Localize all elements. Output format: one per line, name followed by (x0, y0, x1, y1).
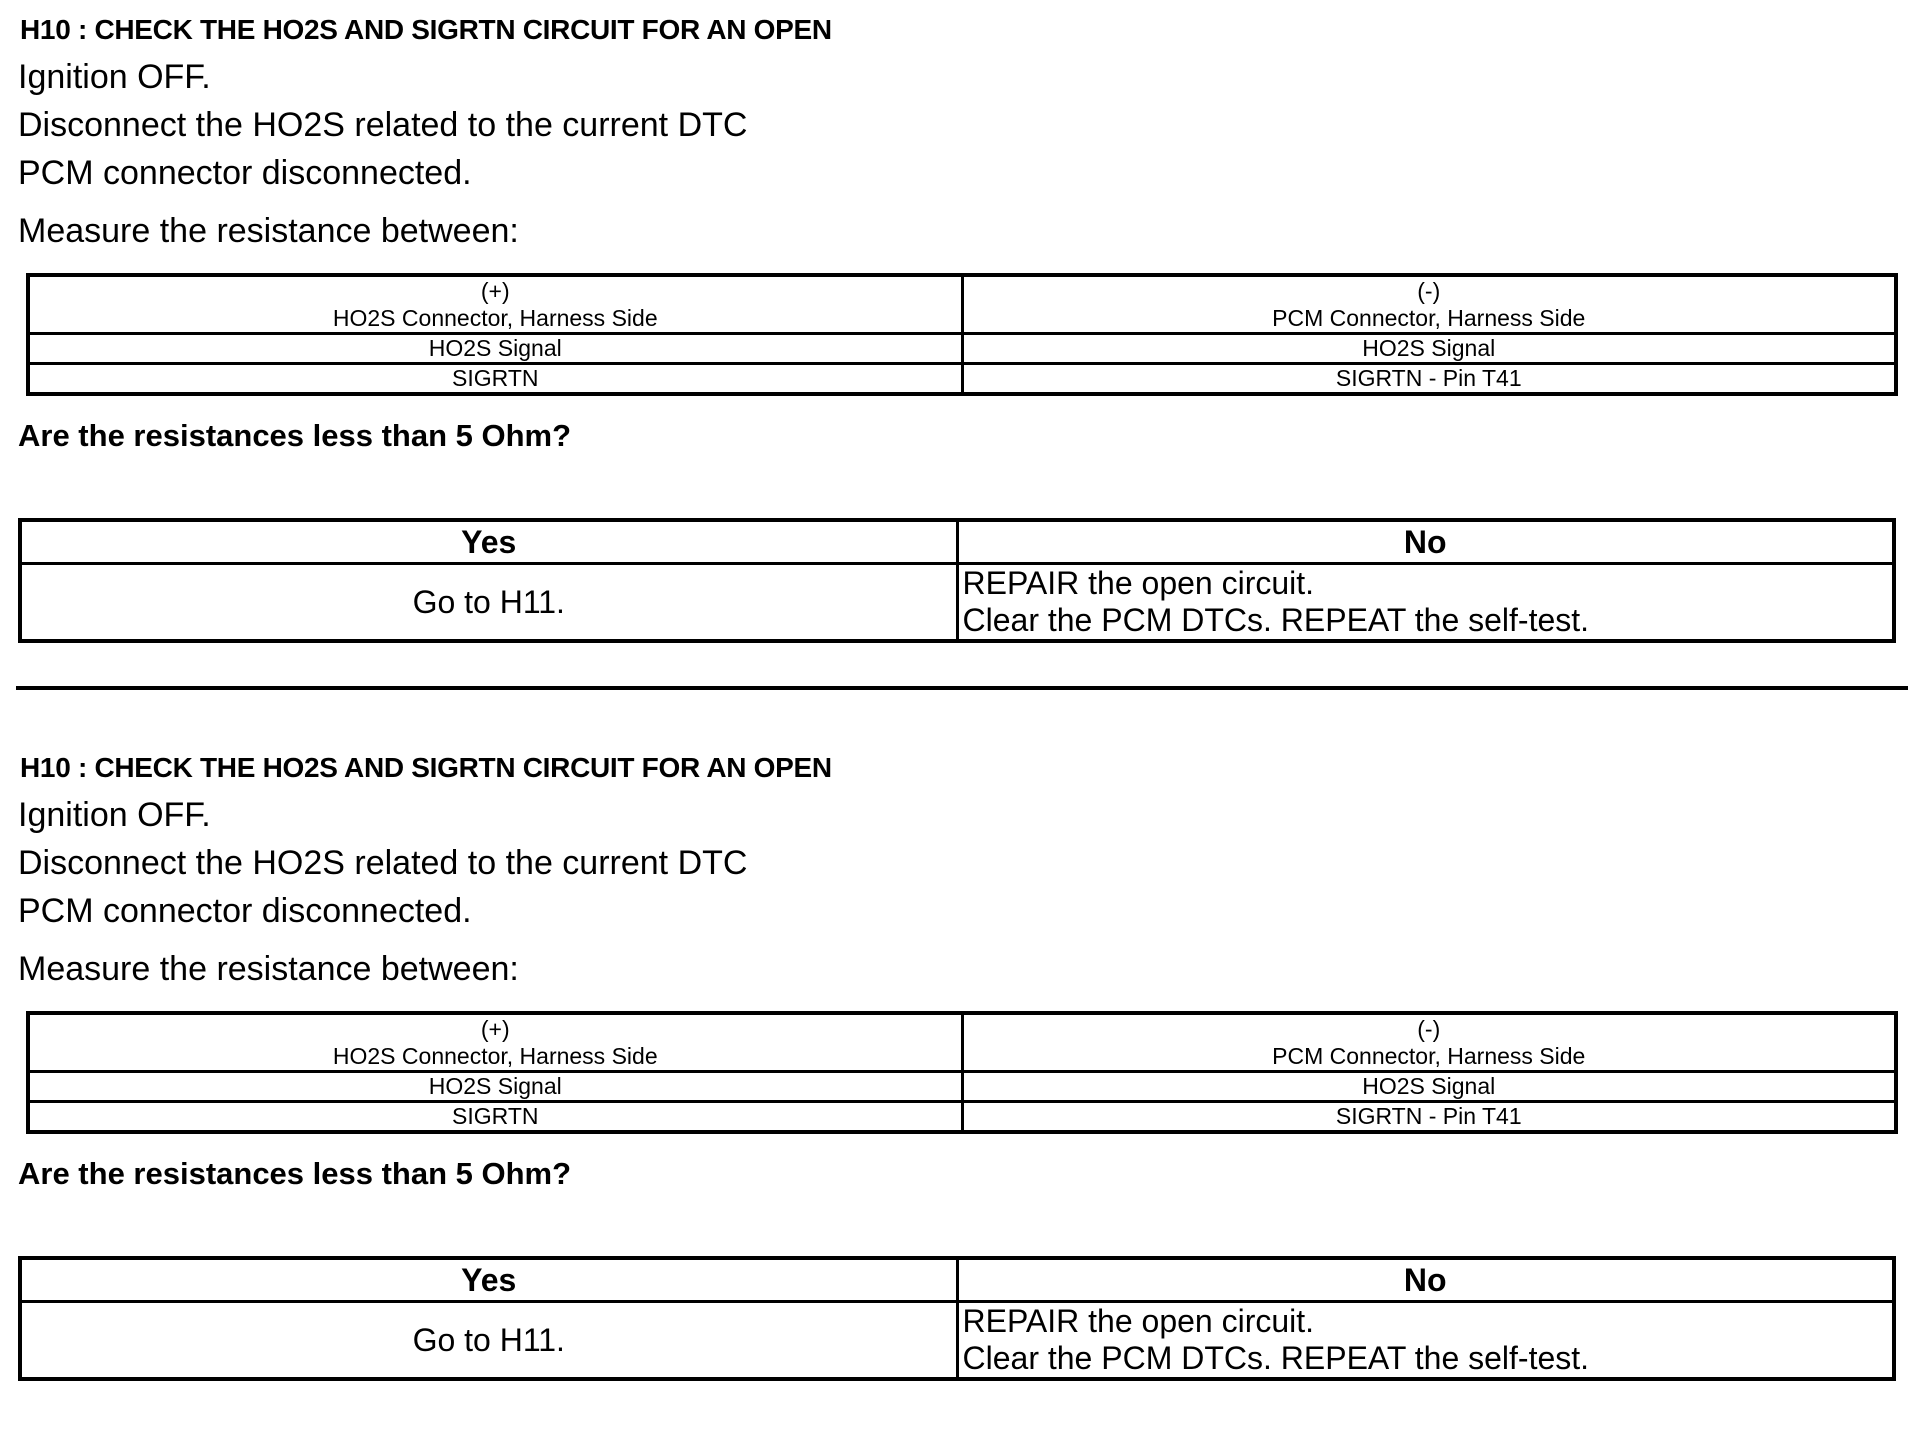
minus-cell: SIGRTN - Pin T41 (962, 364, 1896, 395)
plus-column-label: HO2S Connector, Harness Side (332, 1042, 658, 1069)
plus-cell: SIGRTN (28, 1102, 962, 1133)
minus-column-label: PCM Connector, Harness Side (1272, 1042, 1586, 1069)
no-action (957, 564, 1894, 642)
minus-column-header (962, 1013, 1896, 1072)
no-action (957, 1302, 1894, 1380)
step-instruction: Disconnect the HO2S related to the current DTC (18, 106, 748, 144)
result-body-row (20, 1302, 1894, 1380)
no-action-line: REPAIR the open circuit. (962, 1303, 1315, 1339)
no-action-line: REPAIR the open circuit. (962, 565, 1315, 601)
measurement-row (28, 334, 1896, 364)
measurement-row (28, 364, 1896, 395)
step-instruction: Measure the resistance between: (18, 212, 519, 250)
step-instruction: Disconnect the HO2S related to the current DTC (18, 844, 748, 882)
yes-action: Go to H11. (20, 564, 957, 642)
step-instruction: Measure the resistance between: (18, 950, 519, 988)
step-question: Are the resistances less than 5 Ohm? (18, 418, 572, 453)
minus-column-header (962, 275, 1896, 334)
step-question: Are the resistances less than 5 Ohm? (18, 1156, 572, 1191)
measurement-table (26, 273, 1898, 396)
yes-header: Yes (20, 1258, 957, 1302)
result-table (18, 518, 1896, 643)
test-step-section (0, 738, 1910, 1438)
result-table (18, 1256, 1896, 1381)
no-header: No (957, 1258, 1894, 1302)
measurement-row (28, 1072, 1896, 1102)
plus-symbol: (+) (480, 277, 510, 304)
no-header: No (957, 520, 1894, 564)
yes-header: Yes (20, 520, 957, 564)
plus-cell: HO2S Signal (28, 334, 962, 364)
plus-cell: HO2S Signal (28, 1072, 962, 1102)
plus-column-header (28, 275, 962, 334)
minus-cell: SIGRTN - Pin T41 (962, 1102, 1896, 1133)
step-instruction: Ignition OFF. (18, 58, 211, 96)
plus-cell: SIGRTN (28, 364, 962, 395)
step-title: H10 : CHECK THE HO2S AND SIGRTN CIRCUIT FOR AN OPEN (20, 752, 832, 783)
plus-symbol: (+) (480, 1015, 510, 1042)
minus-symbol: (-) (1417, 277, 1441, 304)
plus-column-header (28, 1013, 962, 1072)
step-title: H10 : CHECK THE HO2S AND SIGRTN CIRCUIT FOR AN OPEN (20, 14, 832, 45)
no-action-line: Clear the PCM DTCs. REPEAT the self-test. (962, 602, 1590, 638)
result-body-row (20, 564, 1894, 642)
result-header-row (20, 520, 1894, 564)
plus-column-label: HO2S Connector, Harness Side (332, 304, 658, 331)
measurement-header-row (28, 1013, 1896, 1072)
step-instruction: PCM connector disconnected. (18, 892, 472, 930)
minus-column-label: PCM Connector, Harness Side (1272, 304, 1586, 331)
minus-cell: HO2S Signal (962, 1072, 1896, 1102)
step-instruction: PCM connector disconnected. (18, 154, 472, 192)
result-header-row (20, 1258, 1894, 1302)
yes-action: Go to H11. (20, 1302, 957, 1380)
minus-symbol: (-) (1417, 1015, 1441, 1042)
section-divider (16, 686, 1908, 690)
measurement-table (26, 1011, 1898, 1134)
measurement-header-row (28, 275, 1896, 334)
measurement-row (28, 1102, 1896, 1133)
no-action-line: Clear the PCM DTCs. REPEAT the self-test. (962, 1340, 1590, 1376)
minus-cell: HO2S Signal (962, 334, 1896, 364)
test-step-section (0, 0, 1910, 700)
step-instruction: Ignition OFF. (18, 796, 211, 834)
